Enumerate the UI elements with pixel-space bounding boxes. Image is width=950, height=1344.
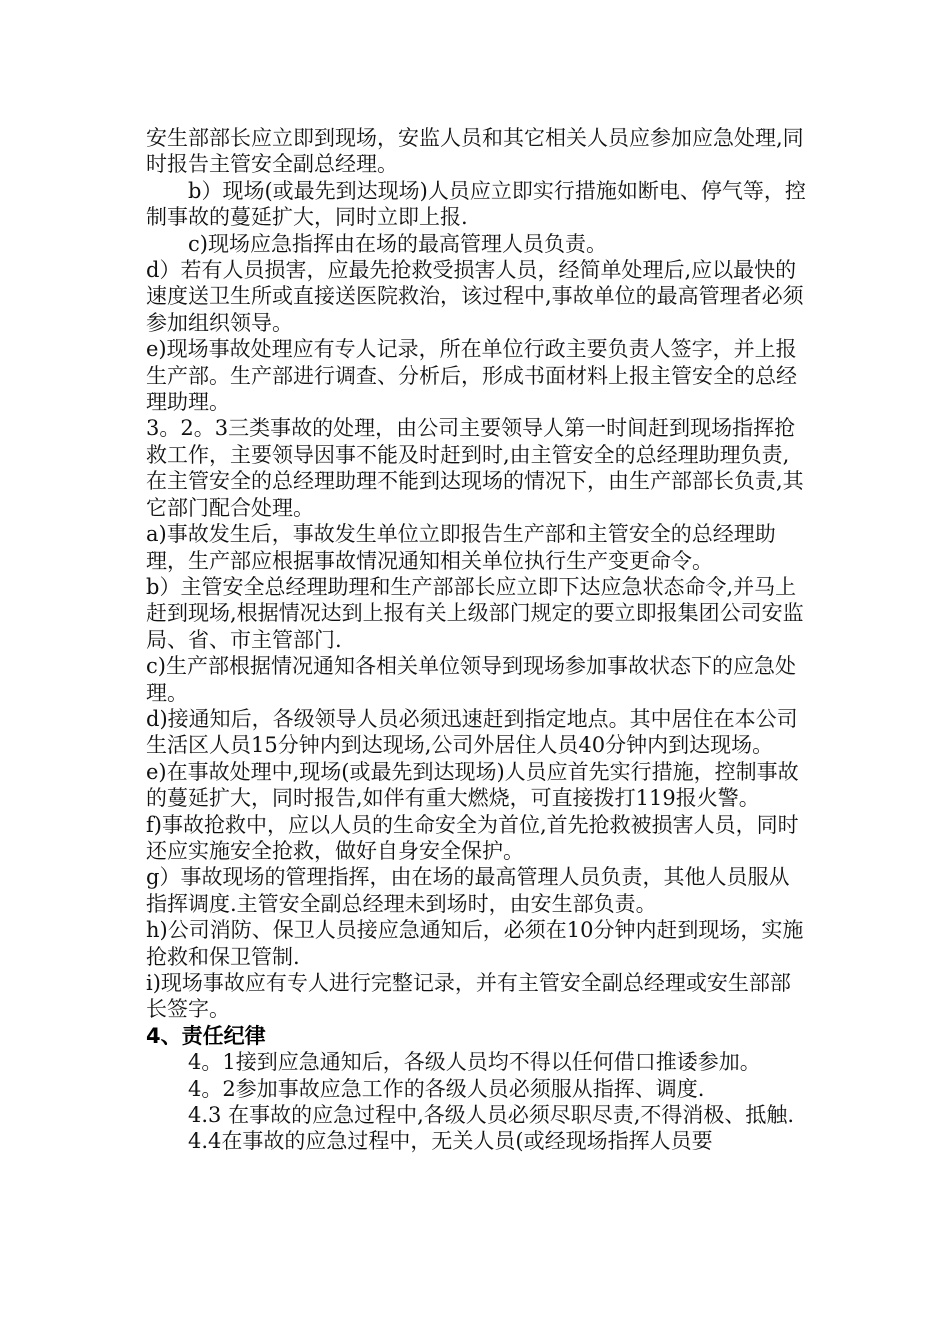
paragraph: h)公司消防、保卫人员接应急通知后，必须在10分钟内赶到现场，实施抢救和保卫管制.: [146, 918, 804, 969]
paragraphs-bottom: [146, 1049, 806, 1155]
paragraph: g）事故现场的管理指挥，由在场的最高管理人员负责，其他人员服从指挥调度.主管安全副总经理未到场时，由安生部负责。: [146, 865, 790, 916]
paragraph: 4.4在事故的应急过程中，无关人员(或经现场指挥人员要: [188, 1129, 713, 1154]
paragraph: b）主管安全总经理助理和生产部部长应立即下达应急状态命令,并马上赶到现场,根据情况达到上报有关上级部门规定的要立即报集团公司安监局、省、市主管部门.: [146, 574, 804, 652]
section-heading: 4、责任纪律: [146, 1023, 266, 1048]
paragraph: 4。2参加事故应急工作的各级人员必须服从指挥、调度.: [188, 1076, 705, 1101]
paragraph: e)现场事故处理应有专人记录，所在单位行政主要负责人签字，并上报生产部。生产部进行调查、分析后，形成书面材料上报主管安全的总经理助理。: [146, 337, 797, 415]
paragraphs-top: [146, 125, 806, 1023]
paragraph: f)事故抢救中，应以人员的生命安全为首位,首先抢救被损害人员，同时还应实施安全抢救，做好自身安全保护。: [146, 812, 799, 863]
document-body: [146, 125, 806, 1155]
paragraph: i)现场事故应有专人进行完整记录，并有主管安全副总经理或安生部部长签字。: [146, 971, 791, 1022]
paragraph: d）若有人员损害，应最先抢救受损害人员，经简单处理后,应以最快的速度送卫生所或直接送医院救治，该过程中,事故单位的最高管理者必须参加组织领导。: [146, 258, 804, 335]
paragraph: c)现场应急指挥由在场的最高管理人员负责。: [188, 231, 607, 256]
paragraph: b）现场(或最先到达现场)人员应立即实行措施如断电、停气等，控制事故的蔓延扩大，同时立即上报.: [146, 178, 806, 230]
paragraph: c)生产部根据情况通知各相关单位领导到现场参加事故状态下的应急处理。: [146, 654, 796, 705]
paragraph: d)接通知后，各级领导人员必须迅速赶到指定地点。其中居住在本公司生活区人员15分钟内到达现场,公司外居住人员40分钟内到达现场。: [146, 706, 798, 758]
paragraph: a)事故发生后，事故发生单位立即报告生产部和主管安全的总经理助理，生产部应根据事故情况通知相关单位执行生产变更命令。: [146, 522, 776, 573]
paragraph: 3。2。3三类事故的处理，由公司主要领导人第一时间赶到现场指挥抢救工作，主要领导因事不能及时赶到时,由主管安全的总经理助理负责,在主管安全的总经理助理不能到达现场的情况下，由生产部部长负责,其它部门配合处理。: [146, 416, 804, 520]
paragraph: 安生部部长应立即到现场，安监人员和其它相关人员应参加应急处理,同时报告主管安全副总经理。: [146, 126, 804, 177]
paragraph: e)在事故处理中,现场(或最先到达现场)人员应首先实行措施，控制事故的蔓延扩大，同时报告,如伴有重大燃烧，可直接拨打119报火警。: [146, 759, 799, 811]
paragraph: 4。1接到应急通知后，各级人员均不得以任何借口推诿参加。: [188, 1050, 761, 1075]
paragraph: 4.3 在事故的应急过程中,各级人员必须尽职尽责,不得消极、抵触.: [188, 1103, 795, 1128]
